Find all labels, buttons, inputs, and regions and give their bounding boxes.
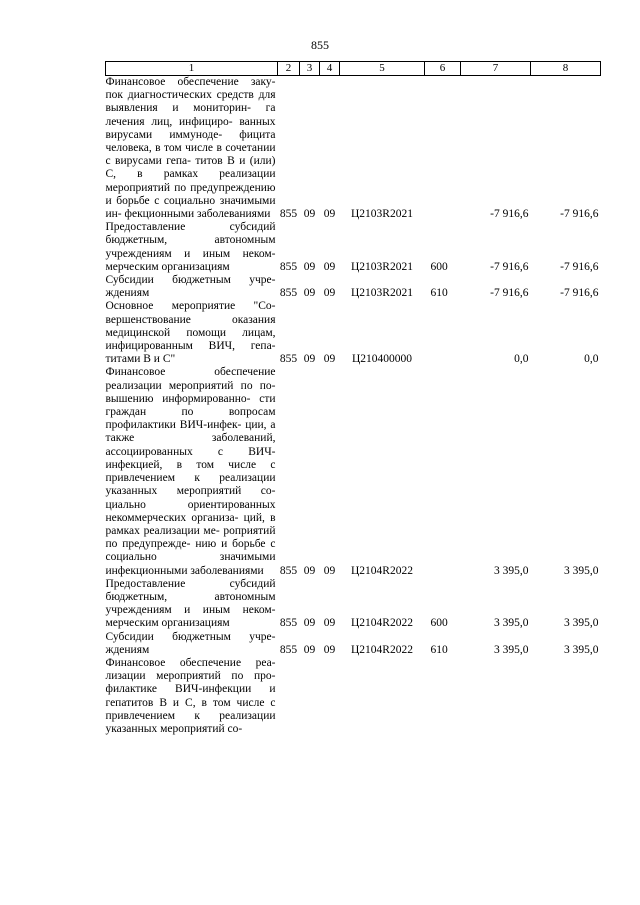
row-section-code: 09	[303, 353, 316, 366]
row-ministry-code	[278, 657, 300, 736]
row-subsection-code	[320, 657, 340, 736]
row-amount-2: -7 916,6	[560, 260, 599, 273]
header-col-6: 6	[425, 62, 461, 76]
row-amount-1: 0,0	[514, 353, 529, 366]
row-expense-type: 610	[430, 287, 448, 300]
row-amount-2: 3 395,0	[564, 643, 599, 656]
row-amount-1: 3 395,0	[494, 564, 529, 577]
row-amount-2: 0,0	[584, 353, 599, 366]
row-expense-type: 610	[430, 643, 448, 656]
row-amount-2: 3 395,0	[564, 617, 599, 630]
row-section-code: 09	[303, 260, 316, 273]
row-target-code: Ц2104R2022	[351, 643, 413, 656]
row-ministry-code: 855	[279, 564, 298, 577]
header-col-5: 5	[340, 62, 425, 76]
row-section-code: 09	[303, 617, 316, 630]
row-subsection-code: 09	[323, 208, 336, 221]
row-description: Финансовое обеспечение реализации мероприятий по по- вышению информированно- сти граждан по вопросам профилактики ВИЧ-инфек- ции, а также заболеваний, ассоциированных с ВИЧ- инфекцией, в том числе с привлечением к реализации указанных мероприятий со- циально ориентированных некоммерческих организа- ций, в рамках реализации ме- роприятий по предупрежде- нию и борьбе с социально значимыми инфекционными заболеваниями	[105, 366, 276, 577]
row-expense-type: 600	[430, 260, 448, 273]
row-section-code	[300, 657, 320, 736]
row-target-code: Ц2103R2021	[351, 287, 413, 300]
row-section-code: 09	[303, 208, 316, 221]
row-amount-2	[531, 657, 601, 736]
row-target-code: Ц2103R2021	[351, 208, 413, 221]
table-row	[106, 76, 601, 222]
header-col-7: 7	[461, 62, 531, 76]
row-expense-type	[425, 366, 461, 577]
row-target-code: Ц2104R2022	[351, 564, 413, 577]
row-subsection-code: 09	[323, 617, 336, 630]
row-amount-1: -7 916,6	[490, 208, 529, 221]
row-ministry-code: 855	[279, 353, 298, 366]
header-col-8: 8	[531, 62, 601, 76]
table-row	[106, 657, 601, 736]
budget-table	[105, 61, 601, 736]
table-row	[106, 631, 601, 657]
row-target-code: Ц2103R2021	[351, 260, 413, 273]
row-expense-type	[425, 657, 461, 736]
row-subsection-code: 09	[323, 564, 336, 577]
header-row	[106, 62, 601, 76]
row-description: Субсидии бюджетным учре- ждениям	[105, 274, 276, 300]
row-amount-1: 3 395,0	[494, 617, 529, 630]
header-col-4: 4	[320, 62, 340, 76]
row-ministry-code: 855	[279, 643, 298, 656]
header-col-3: 3	[300, 62, 320, 76]
row-ministry-code: 855	[279, 617, 298, 630]
header-col-2: 2	[278, 62, 300, 76]
row-expense-type: 600	[430, 617, 448, 630]
row-target-code: Ц210400000	[351, 353, 413, 366]
row-amount-1: -7 916,6	[490, 260, 529, 273]
row-description: Финансовое обеспечение заку- пок диагностических средств для выявления и мониторин- га лечения лиц, инфициро- ванных вирусами иммуноде- фицита человека, в том числе в сочетании с вирусами гепа- титов B и (или) C, в рамках реализации мероприятий по предупреждению и борьбе с социально значимыми ин- фекционными заболеваниями	[105, 76, 276, 221]
page-number: 855	[311, 38, 329, 52]
row-amount-1	[461, 657, 531, 736]
table-row	[106, 274, 601, 300]
row-section-code: 09	[303, 287, 316, 300]
header-col-1: 1	[106, 62, 278, 76]
row-amount-2: -7 916,6	[560, 287, 599, 300]
row-description: Субсидии бюджетным учре- ждениям	[105, 630, 276, 656]
row-description: Основное мероприятие "Со- вершенствование оказания медицинской помощи лицам, инфицированным ВИЧ, гепа- титами B и C"	[105, 300, 276, 366]
table-row	[106, 578, 601, 631]
table-row	[106, 300, 601, 366]
row-amount-2: -7 916,6	[560, 208, 599, 221]
row-ministry-code: 855	[279, 287, 298, 300]
row-subsection-code: 09	[323, 353, 336, 366]
row-amount-2: 3 395,0	[564, 564, 599, 577]
row-ministry-code: 855	[279, 208, 298, 221]
row-description: Предоставление субсидий бюджетным, автономным учреждениям и иным неком- мерческим организациям	[105, 577, 276, 630]
row-expense-type	[425, 300, 461, 366]
row-amount-1: 3 395,0	[494, 643, 529, 656]
row-subsection-code: 09	[323, 287, 336, 300]
row-subsection-code: 09	[323, 643, 336, 656]
table-row	[106, 221, 601, 274]
table-row	[106, 366, 601, 577]
row-target-code: Ц2104R2022	[351, 617, 413, 630]
row-description: Финансовое обеспечение реа- лизации мероприятий по про- филактике ВИЧ-инфекции и гепатитов B и C, в том числе с привлечением к реализации указанных мероприятий со-	[105, 656, 276, 735]
row-amount-1: -7 916,6	[490, 287, 529, 300]
row-target-code	[340, 657, 425, 736]
row-subsection-code: 09	[323, 260, 336, 273]
row-section-code: 09	[303, 643, 316, 656]
row-ministry-code: 855	[279, 260, 298, 273]
row-expense-type	[425, 76, 461, 222]
row-section-code: 09	[303, 564, 316, 577]
row-description: Предоставление субсидий бюджетным, автономным учреждениям и иным неком- мерческим организациям	[105, 221, 276, 273]
